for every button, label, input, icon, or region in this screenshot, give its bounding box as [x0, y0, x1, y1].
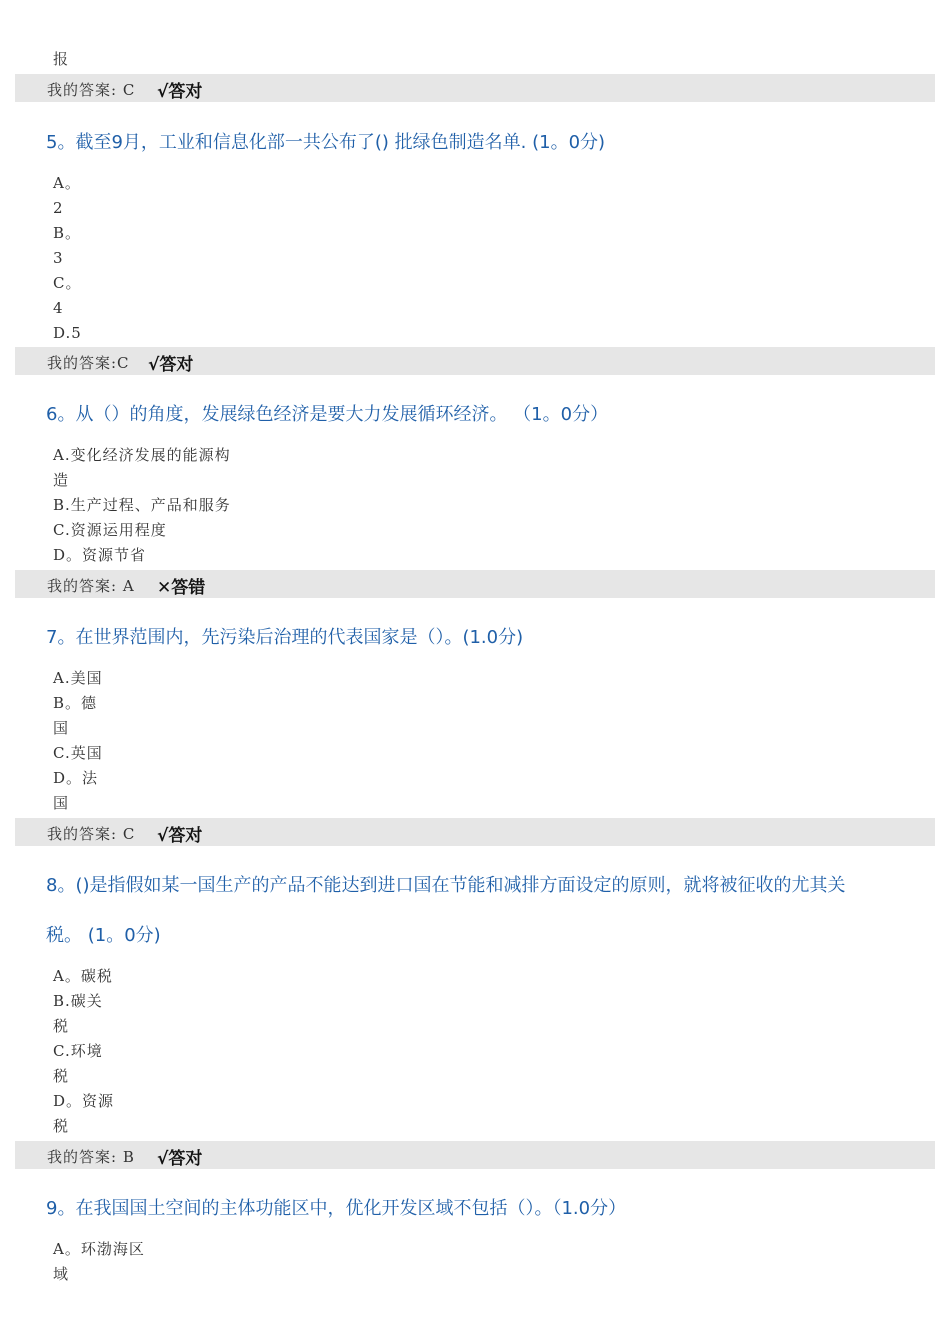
- result-wrong-mark: ✕答错: [157, 578, 206, 598]
- option-line[interactable]: D。资源: [53, 1092, 115, 1110]
- option-line[interactable]: B。: [53, 224, 82, 242]
- option-line[interactable]: A。碳税: [53, 967, 113, 985]
- question-6-title: 6。从（）的角度，发展绿色经济是要大力发展循环经济。 （1。0分）: [46, 404, 609, 425]
- my-answer-label: 我的答案:C: [47, 354, 130, 372]
- question-8-title-line1: 8。()是指假如某一国生产的产品不能达到进口国在节能和减排方面设定的原则，就将被征收的尤其关: [46, 875, 846, 896]
- option-line[interactable]: A.美国: [53, 669, 103, 687]
- option-line[interactable]: 国: [53, 719, 70, 737]
- option-line[interactable]: D。资源节省: [53, 546, 147, 564]
- option-line[interactable]: 域: [53, 1265, 70, 1283]
- result-correct-mark: √答对: [157, 826, 203, 846]
- option-line[interactable]: 3: [53, 249, 64, 267]
- previous-question-fragment: 报: [53, 50, 69, 68]
- option-line[interactable]: 税: [53, 1117, 70, 1135]
- option-line[interactable]: C。: [53, 274, 82, 292]
- result-correct-mark: √答对: [157, 1149, 203, 1169]
- option-line[interactable]: 税: [53, 1017, 70, 1035]
- answer-bar: [15, 570, 935, 598]
- option-line[interactable]: 税: [53, 1067, 70, 1085]
- option-line[interactable]: B.生产过程、产品和服务: [53, 496, 231, 514]
- answer-bar: [15, 347, 935, 375]
- my-answer-label: 我的答案: A: [47, 577, 135, 595]
- my-answer-label: 我的答案: B: [47, 1148, 135, 1166]
- option-line[interactable]: 2: [53, 199, 64, 217]
- result-correct-mark: √答对: [148, 355, 194, 375]
- option-line[interactable]: 造: [53, 471, 70, 489]
- question-9-title: 9。在我国国土空间的主体功能区中，优化开发区域不包括（）。（1.0分）: [46, 1198, 627, 1219]
- question-8-options: [53, 964, 114, 1139]
- question-8-title-line2: 税。 (1。0分): [46, 925, 161, 946]
- answer-bar: [15, 1141, 935, 1169]
- option-line[interactable]: D.5: [53, 324, 82, 342]
- option-line[interactable]: A。环渤海区: [53, 1240, 145, 1258]
- question-7-title: 7。在世界范围内，先污染后治理的代表国家是（）。(1.0分): [46, 627, 524, 648]
- question-9-options: [53, 1237, 145, 1287]
- option-line[interactable]: C.英国: [53, 744, 103, 762]
- question-6-options: [53, 443, 231, 568]
- option-line[interactable]: B。德: [53, 694, 98, 712]
- option-line[interactable]: D。法: [53, 769, 99, 787]
- my-answer-label: 我的答案: C: [47, 825, 136, 843]
- answer-bar: [15, 74, 935, 102]
- option-line[interactable]: 国: [53, 794, 70, 812]
- result-correct-mark: √答对: [157, 82, 203, 102]
- option-line[interactable]: B.碳关: [53, 992, 103, 1010]
- option-line[interactable]: 4: [53, 299, 64, 317]
- answer-bar: [15, 818, 935, 846]
- my-answer-label: 我的答案: C: [47, 81, 136, 99]
- question-5-options: [53, 171, 82, 346]
- option-line[interactable]: A。: [53, 174, 81, 192]
- option-line[interactable]: C.资源运用程度: [53, 521, 167, 539]
- question-5-title: 5。截至9月，工业和信息化部一共公布了() 批绿色制造名单. (1。0分): [46, 132, 606, 153]
- question-7-options: [53, 666, 103, 816]
- option-line[interactable]: C.环境: [53, 1042, 103, 1060]
- option-line[interactable]: A.变化经济发展的能源构: [53, 446, 231, 464]
